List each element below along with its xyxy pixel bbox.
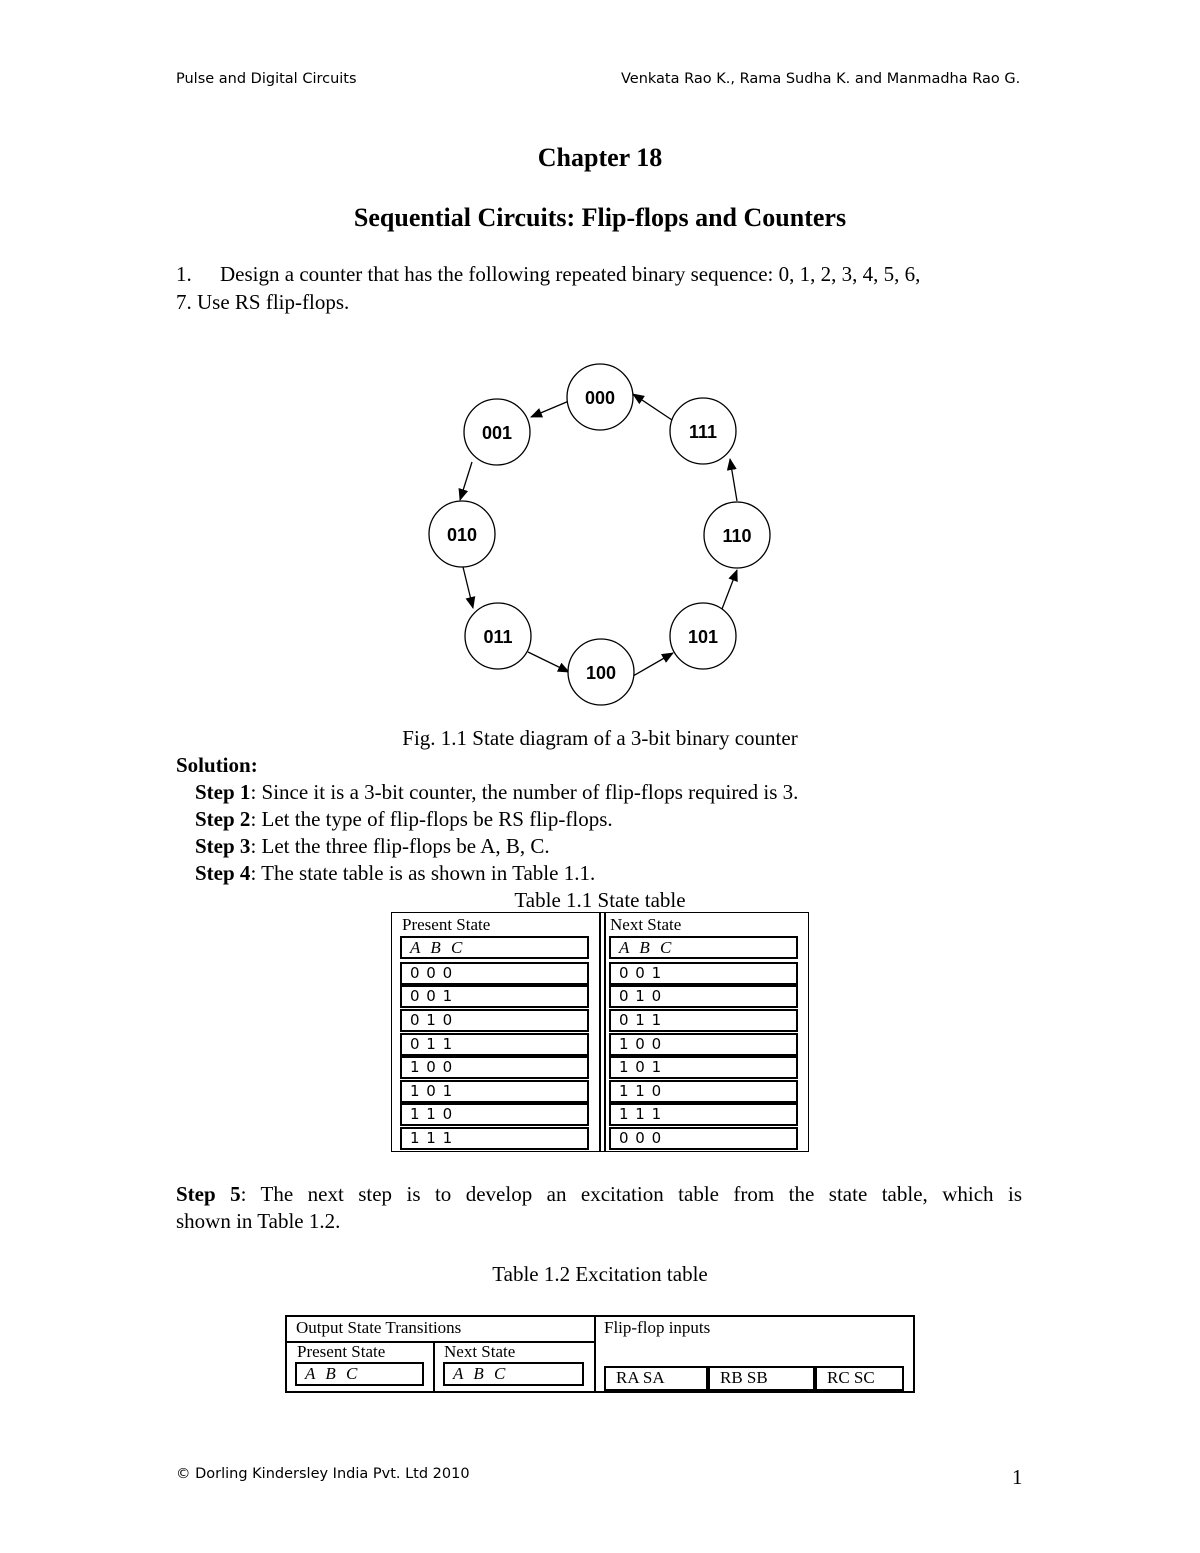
table2-next-header: Next State: [444, 1342, 516, 1361]
state-101: [670, 603, 736, 669]
page-number: 1: [1012, 1465, 1023, 1489]
table1-divider-left: [599, 913, 601, 1151]
step-5-text: : The next step is to develop an excitation table from the state table, which is: [240, 1182, 1022, 1206]
arrow-110-111: [730, 459, 737, 501]
step-2: [195, 807, 613, 832]
arrow-100-101: [633, 653, 673, 676]
present-state-cell: 0 0 1: [400, 985, 589, 1008]
arrow-000-001: [531, 401, 569, 417]
ff-c-inputs: RC SC: [815, 1366, 904, 1391]
present-state-cell: 0 0 0: [400, 962, 589, 985]
arrow-111-000: [633, 394, 672, 420]
step-5-label: Step 5: [176, 1182, 241, 1206]
step-3-label: Step 3: [195, 834, 251, 858]
step-4-label: Step 4: [195, 861, 251, 885]
table2-output-header: Output State Transitions: [296, 1318, 462, 1337]
chapter-title: Chapter 18: [537, 143, 663, 172]
step-1-text: : Since it is a 3-bit counter, the number of flip-flops required is 3.: [250, 780, 799, 804]
next-state-cell: 1 0 0: [609, 1033, 798, 1056]
step-1: [195, 780, 798, 805]
step-2-label: Step 2: [195, 807, 251, 831]
next-state-cell: 1 0 1: [609, 1056, 798, 1079]
state-011: [465, 603, 531, 669]
figure-caption: Fig. 1.1 State diagram of a 3-bit binary counter: [402, 726, 798, 750]
next-state-cell: 1 1 1: [609, 1103, 798, 1126]
question-line-2: 7. Use RS flip-flops.: [176, 290, 350, 314]
step-2-text: : Let the type of flip-flops be RS flip-flops.: [250, 807, 613, 831]
next-state-cell: 0 0 1: [609, 962, 798, 985]
state-label-011: 011: [483, 627, 513, 647]
state-label-000: 000: [584, 388, 616, 408]
step-3: [195, 834, 550, 859]
ff-a-inputs: RA SA: [604, 1366, 708, 1391]
table1-next-header: Next State: [610, 915, 682, 934]
state-diagram: [0, 0, 1200, 720]
arrow-010-011: [463, 567, 473, 608]
step-1-label: Step 1: [195, 780, 251, 804]
state-label-101: 101: [687, 627, 719, 647]
state-label-010: 010: [446, 525, 478, 545]
table1-next-vars: A B C: [609, 936, 798, 959]
present-state-cell: 1 1 1: [400, 1127, 589, 1150]
table2-present-next-divider: [433, 1341, 435, 1391]
question-number: 1.: [176, 262, 192, 286]
state-001: [464, 399, 530, 465]
present-state-cell: 1 1 0: [400, 1103, 589, 1126]
table2-present-header: Present State: [297, 1342, 386, 1361]
table1-present-header: Present State: [402, 915, 491, 934]
step-4: [195, 861, 595, 886]
state-010: [429, 501, 495, 567]
question-line-1: Design a counter that has the following repeated binary sequence: 0, 1, 2, 3, 4, 5, 6,: [220, 262, 921, 286]
table1-caption: Table 1.1 State table: [514, 888, 686, 912]
state-100: [568, 639, 634, 705]
step-5-line-2: shown in Table 1.2.: [176, 1209, 341, 1233]
next-state-cell: 0 1 0: [609, 985, 798, 1008]
state-label-111: 111: [688, 422, 718, 442]
step-4-text: : The state table is as shown in Table 1.1.: [250, 861, 596, 885]
state-label-100: 100: [585, 663, 617, 683]
state-110: [704, 502, 770, 568]
next-state-cell: 0 1 1: [609, 1009, 798, 1032]
state-000: [567, 364, 633, 430]
copyright-footer: © Dorling Kindersley India Pvt. Ltd 2010: [176, 1466, 470, 1482]
ff-b-inputs: RB SB: [708, 1366, 815, 1391]
solution-heading: Solution:: [176, 753, 258, 777]
step-5-line-1: [176, 1182, 1022, 1207]
state-label-001: 001: [481, 423, 513, 443]
table1-present-vars: A B C: [400, 936, 589, 959]
arrow-001-010: [460, 462, 472, 500]
state-label-110: 110: [722, 526, 752, 546]
table2-present-vars: A B C: [295, 1362, 424, 1386]
running-header-right: Venkata Rao K., Rama Sudha K. and Manmadha Rao G.: [621, 71, 1021, 87]
section-title: Sequential Circuits: Flip-flops and Counters: [353, 203, 847, 232]
table2-divider: [594, 1317, 596, 1391]
next-state-cell: 1 1 0: [609, 1080, 798, 1103]
table2-next-vars: A B C: [443, 1362, 584, 1386]
step-3-text: : Let the three flip-flops be A, B, C.: [250, 834, 550, 858]
table2-caption: Table 1.2 Excitation table: [492, 1262, 708, 1286]
present-state-cell: 1 0 1: [400, 1080, 589, 1103]
running-header-left: Pulse and Digital Circuits: [176, 71, 357, 87]
table2-inputs-header: Flip-flop inputs: [604, 1318, 711, 1337]
state-111: [670, 398, 736, 464]
arrow-101-110: [722, 570, 737, 609]
present-state-cell: 1 0 0: [400, 1056, 589, 1079]
table1-divider-right: [604, 913, 606, 1151]
arrow-011-100: [528, 652, 569, 672]
present-state-cell: 0 1 0: [400, 1009, 589, 1032]
next-state-cell: 0 0 0: [609, 1127, 798, 1150]
present-state-cell: 0 1 1: [400, 1033, 589, 1056]
